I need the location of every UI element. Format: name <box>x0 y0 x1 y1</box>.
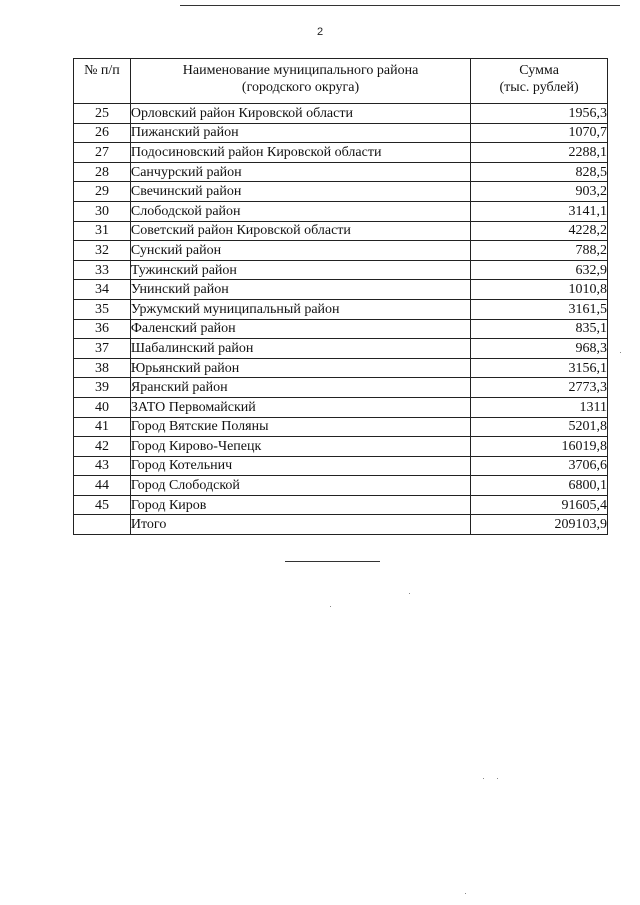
table-row <box>74 299 608 319</box>
top-rule <box>180 5 620 6</box>
table-row <box>74 182 608 202</box>
cell-num: 41 <box>74 417 131 437</box>
scan-speck <box>409 593 410 594</box>
cell-name: Орловский район Кировской области <box>130 104 470 124</box>
cell-num: 33 <box>74 260 131 280</box>
cell-name: Город Вятские Поляны <box>130 417 470 437</box>
cell-name: Юрьянский район <box>130 358 470 378</box>
cell-sum: 3141,1 <box>471 201 608 221</box>
cell-name: Пижанский район <box>130 123 470 143</box>
cell-sum: 788,2 <box>471 241 608 261</box>
table-row <box>74 397 608 417</box>
cell-num: 45 <box>74 495 131 515</box>
cell-num: 36 <box>74 319 131 339</box>
cell-num: 32 <box>74 241 131 261</box>
cell-sum: 2773,3 <box>471 378 608 398</box>
total-row <box>74 515 608 535</box>
cell-sum: 2288,1 <box>471 143 608 163</box>
cell-sum: 3706,6 <box>471 456 608 476</box>
table-row <box>74 104 608 124</box>
cell-num <box>74 515 131 535</box>
table-row <box>74 319 608 339</box>
table-row <box>74 201 608 221</box>
table-row <box>74 495 608 515</box>
cell-name: Город Слободской <box>130 476 470 496</box>
table-row <box>74 280 608 300</box>
header-name <box>130 59 470 104</box>
cell-sum: 91605,4 <box>471 495 608 515</box>
table-row <box>74 378 608 398</box>
cell-sum: 1956,3 <box>471 104 608 124</box>
cell-name: Яранский район <box>130 378 470 398</box>
allocation-table <box>73 58 608 535</box>
cell-sum: 209103,9 <box>471 515 608 535</box>
cell-name: Фаленский район <box>130 319 470 339</box>
table-row <box>74 123 608 143</box>
scan-speck <box>620 352 621 353</box>
scan-speck <box>465 893 466 894</box>
cell-sum: 3156,1 <box>471 358 608 378</box>
cell-name: Город Киров <box>130 495 470 515</box>
cell-name: Шабалинский район <box>130 339 470 359</box>
cell-name: Унинский район <box>130 280 470 300</box>
table-row <box>74 260 608 280</box>
cell-name: Итого <box>130 515 470 535</box>
cell-name: Сунский район <box>130 241 470 261</box>
cell-name: Советский район Кировской области <box>130 221 470 241</box>
cell-sum: 1311 <box>471 397 608 417</box>
cell-name: Тужинский район <box>130 260 470 280</box>
cell-sum: 632,9 <box>471 260 608 280</box>
cell-name: Уржумский муниципальный район <box>130 299 470 319</box>
cell-sum: 1070,7 <box>471 123 608 143</box>
cell-num: 43 <box>74 456 131 476</box>
cell-num: 28 <box>74 162 131 182</box>
cell-name: Город Котельнич <box>130 456 470 476</box>
cell-num: 27 <box>74 143 131 163</box>
cell-num: 34 <box>74 280 131 300</box>
header-name-line1: Наименование муниципального района <box>182 63 419 78</box>
table-row <box>74 417 608 437</box>
table-row <box>74 339 608 359</box>
header-sum <box>471 59 608 104</box>
table-body <box>74 104 608 535</box>
cell-num: 29 <box>74 182 131 202</box>
cell-sum: 1010,8 <box>471 280 608 300</box>
table-row <box>74 358 608 378</box>
header-name-line2: (городского округа) <box>241 80 360 95</box>
table-row <box>74 162 608 182</box>
cell-num: 26 <box>74 123 131 143</box>
cell-num: 42 <box>74 437 131 457</box>
cell-num: 30 <box>74 201 131 221</box>
cell-num: 37 <box>74 339 131 359</box>
cell-name: Подосиновский район Кировской области <box>130 143 470 163</box>
cell-name: ЗАТО Первомайский <box>130 397 470 417</box>
cell-num: 35 <box>74 299 131 319</box>
cell-sum: 3161,5 <box>471 299 608 319</box>
cell-num: 40 <box>74 397 131 417</box>
cell-sum: 828,5 <box>471 162 608 182</box>
header-sum-line2: (тыс. рублей) <box>499 80 579 95</box>
cell-sum: 5201,8 <box>471 417 608 437</box>
cell-num: 31 <box>74 221 131 241</box>
header-sum-line1: Сумма <box>519 63 559 78</box>
table-row <box>74 143 608 163</box>
table-header-row <box>74 59 608 104</box>
cell-sum: 968,3 <box>471 339 608 359</box>
page-number: 2 <box>316 26 324 38</box>
table-row <box>74 221 608 241</box>
table-row <box>74 241 608 261</box>
closing-rule <box>285 561 380 562</box>
scan-speck <box>330 606 331 607</box>
table-row <box>74 437 608 457</box>
table-row <box>74 456 608 476</box>
cell-sum: 6800,1 <box>471 476 608 496</box>
header-num: № п/п <box>74 59 131 104</box>
cell-sum: 835,1 <box>471 319 608 339</box>
scan-speck <box>483 778 484 779</box>
cell-sum: 4228,2 <box>471 221 608 241</box>
cell-num: 38 <box>74 358 131 378</box>
cell-name: Санчурский район <box>130 162 470 182</box>
cell-name: Город Кирово-Чепецк <box>130 437 470 457</box>
cell-sum: 903,2 <box>471 182 608 202</box>
scan-speck <box>497 778 498 779</box>
cell-name: Слободской район <box>130 201 470 221</box>
cell-num: 39 <box>74 378 131 398</box>
table-row <box>74 476 608 496</box>
cell-name: Свечинский район <box>130 182 470 202</box>
cell-sum: 16019,8 <box>471 437 608 457</box>
cell-num: 25 <box>74 104 131 124</box>
cell-num: 44 <box>74 476 131 496</box>
